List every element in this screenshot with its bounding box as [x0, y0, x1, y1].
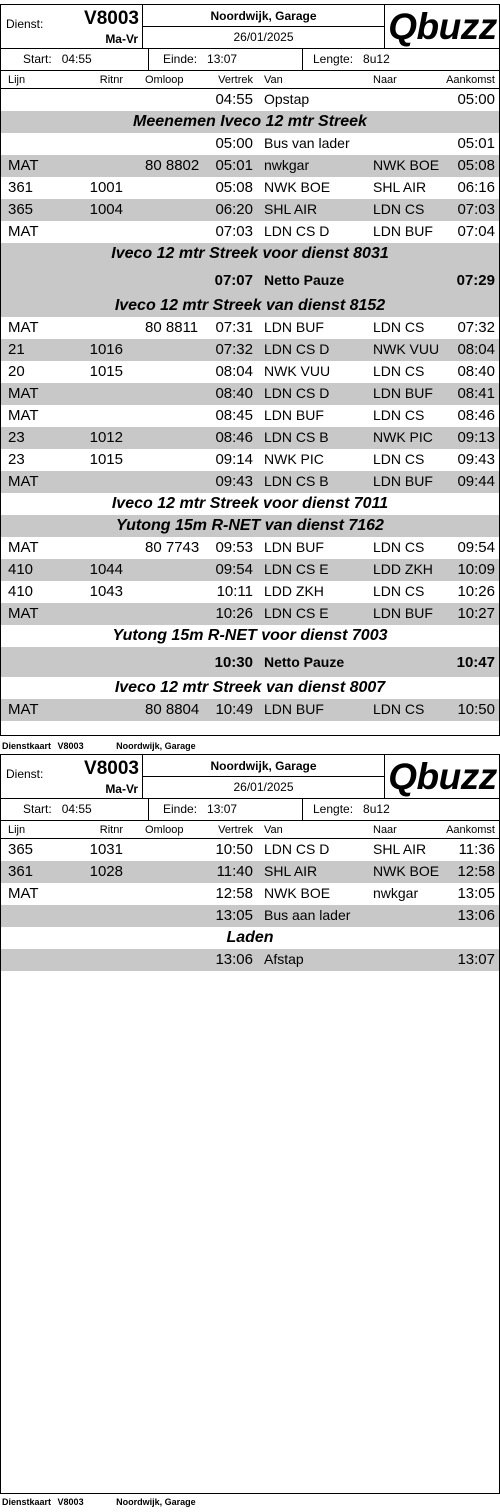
- cell-vertrek: 13:05: [215, 907, 253, 924]
- cell-van: NWK BOE: [264, 179, 331, 195]
- cell-van: LDN CS D: [264, 341, 330, 357]
- col-aankomst: Aankomst: [446, 824, 495, 836]
- cell-van: LDN BUF: [264, 539, 324, 555]
- cell-aankomst: 09:54: [457, 539, 495, 556]
- cell-aankomst: 07:32: [457, 319, 495, 336]
- section-heading: Yutong 15m R-NET van dienst 7162: [1, 515, 499, 537]
- dienst-code: V8003: [84, 758, 139, 779]
- einde-value: 13:07: [207, 52, 238, 66]
- cell-omloop: 80 7743: [145, 539, 200, 556]
- section-heading: Meenemen Iveco 12 mtr Streek: [1, 111, 499, 133]
- cell-naar: SHL AIR: [373, 179, 427, 195]
- cell-aankomst: 08:41: [457, 385, 495, 402]
- cell-van: LDN CS E: [264, 605, 329, 621]
- qbuzz-logo: Qbuzz: [388, 6, 497, 47]
- col-vertrek: Vertrek: [218, 74, 253, 86]
- cell-aankomst: 13:06: [457, 907, 495, 924]
- dienstkaart-page-2: [0, 754, 500, 1494]
- dienst-label: Dienst:: [6, 767, 44, 781]
- cell-aankomst: 09:43: [457, 451, 495, 468]
- cell-van: NWK PIC: [264, 451, 324, 467]
- cell-naar: NWK BOE: [373, 863, 440, 879]
- cell-aankomst: 08:04: [457, 341, 495, 358]
- cell-aankomst: 09:44: [457, 473, 495, 490]
- cell-lijn: 23: [8, 429, 25, 446]
- dienst-cell: [1, 5, 143, 49]
- cell-ritnr: 1004: [89, 201, 123, 218]
- column-headers: [1, 71, 499, 89]
- cell-van: LDN CS B: [264, 429, 329, 445]
- cell-naar: LDN BUF: [373, 223, 433, 239]
- page-footer: [2, 741, 196, 751]
- footer-code: V8003: [57, 1497, 84, 1507]
- col-lijn: Lijn: [8, 824, 26, 836]
- cell-vertrek: 08:40: [215, 385, 253, 402]
- dienst-code: V8003: [84, 8, 139, 29]
- cell-van: SHL AIR: [264, 863, 318, 879]
- cell-vertrek: 07:31: [215, 319, 253, 336]
- cell-vertrek: 12:58: [215, 885, 253, 902]
- start-value: 04:55: [61, 52, 92, 66]
- location: Noordwijk, Garage: [143, 755, 384, 777]
- cell-vertrek: 09:53: [215, 539, 253, 556]
- page-footer: [2, 1497, 196, 1507]
- cell-lijn: MAT: [8, 407, 39, 424]
- cell-van: Afstap: [264, 951, 304, 967]
- cell-vertrek: 06:20: [215, 201, 253, 218]
- cell-naar: nwkgar: [373, 885, 419, 901]
- cell-ritnr: 1044: [89, 561, 123, 578]
- cell-ritnr: 1031: [89, 841, 123, 858]
- einde-cell: [149, 799, 303, 820]
- cell-ritnr: 1028: [89, 863, 123, 880]
- col-vertrek: Vertrek: [218, 824, 253, 836]
- pause-end: 07:29: [456, 272, 495, 289]
- dienst-cell: [1, 755, 143, 799]
- cell-lijn: MAT: [8, 701, 39, 718]
- cell-vertrek: 10:11: [216, 583, 253, 600]
- dienstkaart-page-1: [0, 4, 500, 736]
- trip-row: [1, 405, 499, 427]
- cell-van: Bus van lader: [264, 135, 350, 151]
- cell-aankomst: 10:50: [457, 701, 495, 718]
- pause-row: [1, 265, 499, 295]
- column-headers: [1, 821, 499, 839]
- col-omloop: Omloop: [145, 824, 184, 836]
- cell-ritnr: 1016: [89, 341, 123, 358]
- trip-row: [1, 199, 499, 221]
- einde-label: Einde:: [163, 802, 198, 816]
- header: [1, 5, 499, 49]
- trip-row: [1, 949, 499, 971]
- cell-ritnr: 1043: [89, 583, 123, 600]
- location-date-cell: [143, 755, 385, 799]
- trip-row: [1, 221, 499, 243]
- trip-row: [1, 471, 499, 493]
- cell-van: LDN CS D: [264, 841, 330, 857]
- trip-row: [1, 883, 499, 905]
- col-naar: Naar: [373, 824, 397, 836]
- cell-van: NWK VUU: [264, 363, 331, 379]
- date: 26/01/2025: [233, 780, 294, 794]
- shift-times: [1, 799, 499, 821]
- cell-naar: LDN CS: [373, 201, 425, 217]
- cell-vertrek: 10:49: [215, 701, 253, 718]
- cell-van: Opstap: [264, 91, 310, 107]
- cell-lijn: 361: [8, 863, 34, 880]
- cell-ritnr: 1015: [89, 451, 123, 468]
- cell-vertrek: 07:32: [215, 341, 253, 358]
- lengte-label: Lengte:: [313, 802, 354, 816]
- trip-row: [1, 905, 499, 927]
- trip-row: [1, 449, 499, 471]
- cell-vertrek: 04:55: [215, 91, 253, 108]
- col-van: Van: [264, 74, 283, 86]
- cell-van: LDN CS B: [264, 473, 329, 489]
- cell-ritnr: 1001: [89, 179, 123, 196]
- einde-cell: [149, 49, 303, 70]
- cell-naar: LDN BUF: [373, 473, 433, 489]
- trip-row: [1, 383, 499, 405]
- cell-lijn: 365: [8, 841, 34, 858]
- cell-aankomst: 05:01: [457, 135, 495, 152]
- dienst-days: Ma-Vr: [105, 782, 138, 796]
- cell-omloop: 80 8804: [145, 701, 200, 718]
- section-heading: Yutong 15m R-NET voor dienst 7003: [112, 627, 388, 644]
- trip-row: [1, 537, 499, 559]
- trip-row: [1, 861, 499, 883]
- cell-naar: LDN CS: [373, 583, 425, 599]
- cell-aankomst: 05:00: [457, 91, 495, 108]
- location: Noordwijk, Garage: [143, 5, 384, 27]
- cell-ritnr: 1015: [89, 363, 123, 380]
- cell-lijn: MAT: [8, 157, 39, 174]
- cell-lijn: MAT: [8, 539, 39, 556]
- lengte-value: 8u12: [363, 52, 390, 66]
- col-lijn: Lijn: [8, 74, 26, 86]
- cell-lijn: MAT: [8, 223, 39, 240]
- cell-van: LDN BUF: [264, 319, 324, 335]
- cell-lijn: MAT: [8, 319, 39, 336]
- trip-row: [1, 559, 499, 581]
- cell-naar: NWK PIC: [373, 429, 433, 445]
- trip-row: [1, 317, 499, 339]
- dienst-label: Dienst:: [6, 17, 44, 31]
- cell-naar: LDD ZKH: [373, 561, 433, 577]
- cell-vertrek: 08:46: [215, 429, 253, 446]
- cell-naar: LDN CS: [373, 319, 425, 335]
- trip-row: [1, 699, 499, 721]
- col-aankomst: Aankomst: [446, 74, 495, 86]
- cell-vertrek: 09:54: [215, 561, 253, 578]
- pause-start: 10:30: [214, 654, 253, 671]
- cell-lijn: 410: [8, 583, 34, 600]
- cell-lijn: MAT: [8, 473, 39, 490]
- footer-location: Noordwijk, Garage: [116, 1497, 196, 1507]
- cell-naar: SHL AIR: [373, 841, 427, 857]
- cell-lijn: MAT: [8, 885, 39, 902]
- cell-aankomst: 10:27: [457, 605, 495, 622]
- cell-aankomst: 07:03: [457, 201, 495, 218]
- col-ritnr: Ritnr: [99, 824, 123, 836]
- cell-lijn: MAT: [8, 605, 39, 622]
- header: [1, 755, 499, 799]
- start-cell: [1, 799, 149, 820]
- cell-van: SHL AIR: [264, 201, 318, 217]
- trip-row: [1, 339, 499, 361]
- pause-end: 10:47: [456, 654, 495, 671]
- cell-lijn: 20: [8, 363, 25, 380]
- section-heading: Iveco 12 mtr Streek van dienst 8152: [1, 295, 499, 317]
- trip-row: [1, 89, 499, 111]
- start-cell: [1, 49, 149, 70]
- trip-row: [1, 177, 499, 199]
- cell-omloop: 80 8811: [145, 319, 199, 336]
- col-naar: Naar: [373, 74, 397, 86]
- dienst-days: Ma-Vr: [105, 32, 138, 46]
- schedule-body: [1, 839, 499, 971]
- cell-van: LDN BUF: [264, 407, 324, 423]
- trip-row: [1, 581, 499, 603]
- cell-omloop: 80 8802: [145, 157, 200, 174]
- cell-aankomst: 10:26: [457, 583, 495, 600]
- cell-vertrek: 05:01: [215, 157, 253, 174]
- cell-vertrek: 07:03: [215, 223, 253, 240]
- cell-lijn: 365: [8, 201, 34, 218]
- cell-naar: LDN CS: [373, 451, 425, 467]
- start-label: Start:: [23, 802, 52, 816]
- cell-aankomst: 10:09: [457, 561, 495, 578]
- trip-row: [1, 133, 499, 155]
- cell-van: LDN CS D: [264, 385, 330, 401]
- cell-vertrek: 10:26: [215, 605, 253, 622]
- cell-ritnr: 1012: [89, 429, 123, 446]
- cell-van: nwkgar: [264, 157, 310, 173]
- cell-naar: NWK BOE: [373, 157, 440, 173]
- lengte-cell: [303, 49, 390, 70]
- cell-vertrek: 05:08: [215, 179, 253, 196]
- footer-code: V8003: [57, 741, 84, 751]
- trip-row: [1, 361, 499, 383]
- cell-vertrek: 08:04: [215, 363, 253, 380]
- section-heading: Iveco 12 mtr Streek voor dienst 8031: [1, 243, 499, 265]
- einde-value: 13:07: [207, 802, 238, 816]
- pause-row: [1, 647, 499, 677]
- cell-aankomst: 13:07: [457, 951, 495, 968]
- cell-van: LDN BUF: [264, 701, 324, 717]
- cell-aankomst: 09:13: [457, 429, 495, 446]
- cell-aankomst: 11:36: [458, 841, 495, 858]
- cell-vertrek: 05:00: [215, 135, 253, 152]
- cell-van: NWK BOE: [264, 885, 331, 901]
- qbuzz-logo: Qbuzz: [388, 756, 497, 797]
- schedule-body: [1, 89, 499, 721]
- cell-lijn: 361: [8, 179, 34, 196]
- col-van: Van: [264, 824, 283, 836]
- einde-label: Einde:: [163, 52, 198, 66]
- cell-naar: LDN BUF: [373, 385, 433, 401]
- cell-vertrek: 10:50: [215, 841, 253, 858]
- lengte-cell: [303, 799, 390, 820]
- section-heading: Iveco 12 mtr Streek van dienst 8007: [114, 679, 386, 696]
- cell-vertrek: 11:40: [216, 863, 253, 880]
- cell-vertrek: 08:45: [215, 407, 253, 424]
- pause-label: Netto Pauze: [264, 654, 345, 670]
- cell-van: LDN CS E: [264, 561, 329, 577]
- cell-lijn: 23: [8, 451, 25, 468]
- cell-vertrek: 09:43: [215, 473, 253, 490]
- cell-aankomst: 08:46: [457, 407, 495, 424]
- cell-naar: LDN CS: [373, 407, 425, 423]
- lengte-value: 8u12: [363, 802, 390, 816]
- cell-vertrek: 13:06: [215, 951, 253, 968]
- cell-van: LDD ZKH: [264, 583, 324, 599]
- cell-aankomst: 06:16: [457, 179, 495, 196]
- footer-label: Dienstkaart: [2, 741, 52, 751]
- shift-times: [1, 49, 499, 71]
- location-date-cell: [143, 5, 385, 49]
- section-heading: Iveco 12 mtr Streek voor dienst 7011: [111, 495, 389, 512]
- trip-row: [1, 427, 499, 449]
- trip-row: [1, 155, 499, 177]
- trip-row: [1, 603, 499, 625]
- cell-naar: LDN CS: [373, 363, 425, 379]
- pause-start: 07:07: [214, 272, 253, 289]
- start-label: Start:: [23, 52, 52, 66]
- cell-vertrek: 09:14: [215, 451, 253, 468]
- cell-aankomst: 12:58: [457, 863, 495, 880]
- lengte-label: Lengte:: [313, 52, 354, 66]
- section-heading: Laden: [226, 929, 274, 946]
- col-ritnr: Ritnr: [99, 74, 123, 86]
- cell-lijn: 21: [8, 341, 25, 358]
- cell-van: Bus aan lader: [264, 907, 351, 923]
- cell-naar: LDN CS: [373, 539, 425, 555]
- cell-aankomst: 08:40: [457, 363, 495, 380]
- cell-naar: NWK VUU: [373, 341, 440, 357]
- cell-aankomst: 07:04: [457, 223, 495, 240]
- cell-naar: LDN CS: [373, 701, 425, 717]
- col-omloop: Omloop: [145, 74, 184, 86]
- date: 26/01/2025: [233, 30, 294, 44]
- trip-row: [1, 839, 499, 861]
- cell-aankomst: 13:05: [457, 885, 495, 902]
- cell-naar: LDN BUF: [373, 605, 433, 621]
- start-value: 04:55: [61, 802, 92, 816]
- cell-lijn: MAT: [8, 385, 39, 402]
- cell-van: LDN CS D: [264, 223, 330, 239]
- footer-label: Dienstkaart: [2, 1497, 52, 1507]
- footer-location: Noordwijk, Garage: [116, 741, 196, 751]
- cell-lijn: 410: [8, 561, 34, 578]
- pause-label: Netto Pauze: [264, 272, 345, 288]
- cell-aankomst: 05:08: [457, 157, 495, 174]
